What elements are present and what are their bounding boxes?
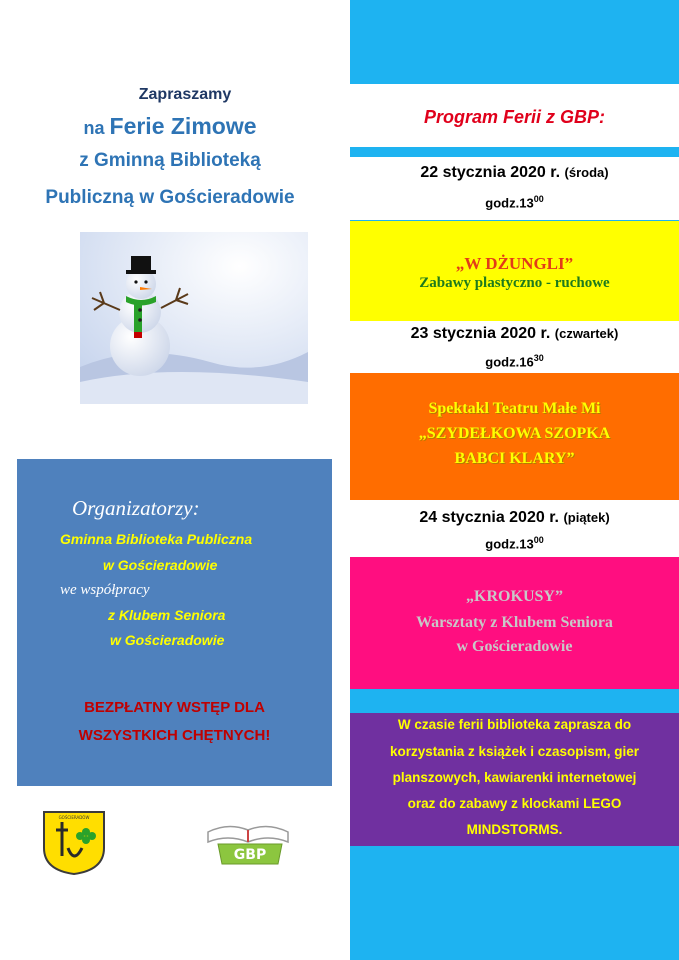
event-3-day: (piątek) bbox=[563, 510, 610, 525]
event-1-day: (środa) bbox=[564, 165, 609, 180]
event-1-subtitle: Zabawy plastyczno - ruchowe bbox=[419, 275, 610, 291]
invite-line-4: Publiczną w Gościeradowie bbox=[45, 187, 295, 208]
event-1-hour-minutes: 00 bbox=[533, 194, 544, 204]
event-2-line-1: Spektakl Teatru Małe Mi bbox=[428, 400, 601, 417]
invite-line-2-prefix: na bbox=[83, 118, 110, 138]
gosc-coat-of-arms-icon bbox=[40, 808, 108, 876]
info-line-5: MINDSTORMS. bbox=[466, 822, 563, 837]
event-2-hour-text: godz.16 bbox=[485, 354, 534, 370]
invite-line-3: z Gminną Biblioteką bbox=[79, 150, 261, 171]
event-1-title: „W DŻUNGLI” bbox=[455, 254, 574, 273]
event-2-date bbox=[350, 325, 679, 343]
event-3-line-1: „KROKUSY” bbox=[466, 588, 563, 605]
gosc-logo-text: GOŚCIERADÓW bbox=[58, 815, 90, 820]
event-2-date-text: 23 stycznia 2020 r. bbox=[410, 325, 551, 342]
info-line-1: W czasie ferii biblioteka zaprasza do bbox=[397, 717, 632, 732]
program-title: Program Ferii z GBP: bbox=[423, 107, 606, 127]
event-1-hour bbox=[350, 194, 679, 210]
organizer-line-2: w Gościeradowie bbox=[103, 557, 218, 573]
organizer-line-3: we współpracy bbox=[60, 582, 150, 598]
event-1-date bbox=[350, 164, 679, 182]
free-entry-line-1: BEZPŁATNY WSTĘP DLA bbox=[84, 699, 265, 716]
event-3-date bbox=[350, 509, 679, 527]
gbp-logo-icon bbox=[200, 814, 296, 870]
free-entry-line-2: WSZYSTKICH CHĘTNYCH! bbox=[78, 727, 271, 744]
organizers-title: Organizatorzy: bbox=[72, 496, 200, 520]
snowman-illustration bbox=[80, 232, 308, 404]
invite-line-2-main: Ferie Zimowe bbox=[109, 113, 257, 139]
event-3-hour-minutes: 00 bbox=[533, 535, 544, 545]
organizer-line-5: w Gościeradowie bbox=[110, 632, 225, 648]
gbp-logo-text: GBP bbox=[233, 847, 267, 863]
event-2-line-2: „SZYDEŁKOWA SZOPKA bbox=[418, 425, 611, 442]
event-1-date-text: 22 stycznia 2020 r. bbox=[420, 164, 561, 181]
event-1-hour-text: godz.13 bbox=[485, 195, 534, 211]
event-2-hour bbox=[350, 353, 679, 369]
event-2-hour-minutes: 30 bbox=[533, 353, 544, 363]
invite-line-2 bbox=[20, 113, 320, 140]
event-2-line-3: BABCI KLARY” bbox=[454, 450, 575, 467]
event-3-hour-text: godz.13 bbox=[485, 536, 534, 552]
event-3-line-3: w Gościeradowie bbox=[456, 638, 573, 655]
event-3-hour bbox=[350, 535, 679, 551]
event-2-day: (czwartek) bbox=[554, 326, 619, 341]
event-3-date-text: 24 stycznia 2020 r. bbox=[419, 509, 559, 526]
organizer-line-1: Gminna Biblioteka Publiczna bbox=[60, 531, 253, 547]
organizer-line-4: z Klubem Seniora bbox=[108, 607, 226, 623]
info-line-4: oraz do zabawy z klockami LEGO bbox=[407, 796, 622, 811]
invite-line-1: Zapraszamy bbox=[138, 86, 232, 103]
info-line-3: planszowych, kawiarenki internetowej bbox=[392, 770, 637, 785]
info-line-2: korzystania z książek i czasopism, gier bbox=[389, 744, 640, 759]
event-3-line-2: Warsztaty z Klubem Seniora bbox=[416, 614, 613, 631]
